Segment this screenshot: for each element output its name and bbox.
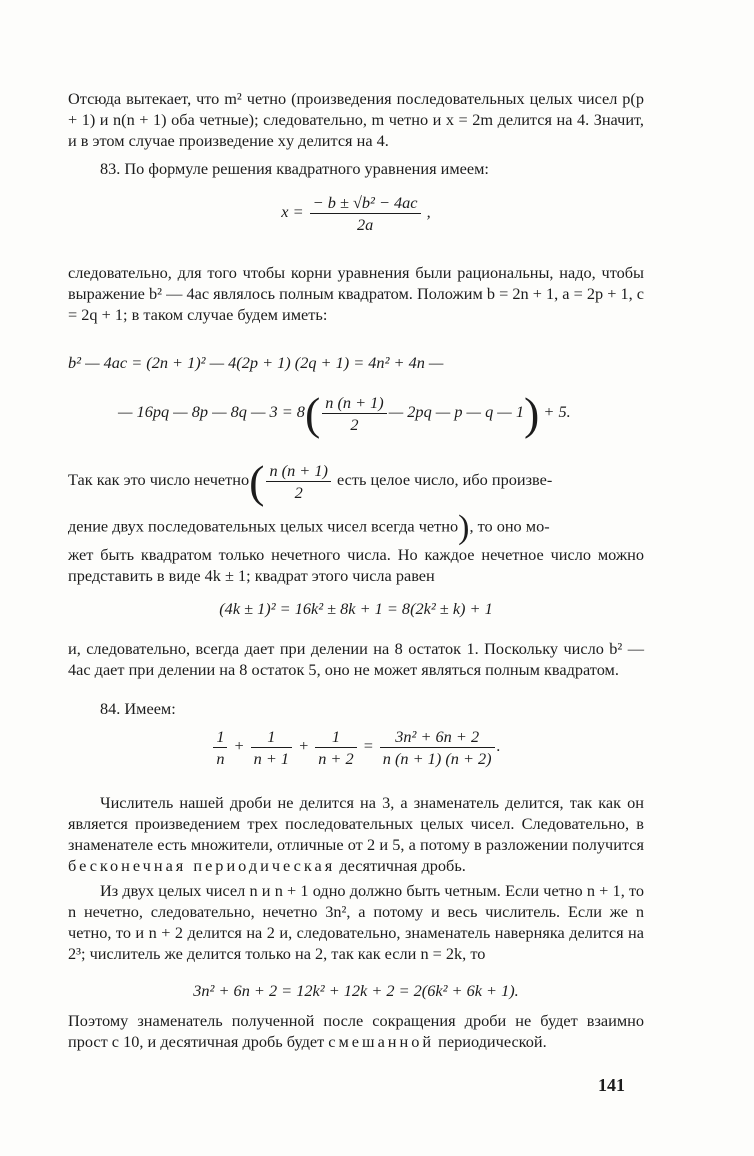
fraction-result-numerator: 3n² + 6n + 2 — [395, 727, 480, 746]
fraction-3-numerator: 1 — [331, 727, 340, 746]
fraction-2-denominator: n + 1 — [251, 747, 292, 769]
formula-quadratic-roots — [68, 192, 644, 235]
paragraph-odd-number-line2 — [68, 508, 644, 548]
right-paren-icon: ) — [458, 509, 470, 546]
formula-quadratic-lhs: x = — [281, 202, 304, 222]
equals-sign: = — [362, 736, 374, 756]
formula-numerator-expansion-text: 3n² + 6n + 2 = 12k² + 12k + 2 = 2(6k² + 6k + 1). — [193, 981, 519, 1000]
fraction-1-numerator: 1 — [216, 727, 225, 746]
paragraph-conclusion — [68, 1010, 644, 1052]
paragraph-remainder: и, следовательно, всегда дает при делении на 8 остаток 1. Поскольку число b² — 4ac дает при делении на 8 остаток 5, оно не может являться полным квадратом. — [68, 639, 644, 679]
paragraph-numerator-text-a: Числитель нашей дроби не делится на 3, а знаменатель делится, так как он является произведением трех последовательных целых чисел. Следовательно, в знаменателе есть множители, отличные от 2 и 5, а потому в разложении получится — [68, 793, 644, 854]
left-paren-icon: ( — [304, 387, 321, 439]
paragraph-numerator-not-divisible — [68, 792, 644, 876]
formula-numerator-expansion — [68, 980, 644, 1001]
plus-sign-2: + — [298, 736, 310, 756]
left-paren-icon: ( — [249, 455, 265, 507]
formula-discriminant-denominator: 2 — [322, 413, 386, 435]
paragraph-odd-post: есть целое число, ибо произве- — [336, 470, 553, 490]
paragraph-odd-rest: жет быть квадратом только нечетного числа. Но каждое нечетное число можно представить в виде 4k ± 1; квадрат этого числа равен — [68, 545, 644, 585]
right-paren-icon: ) — [523, 387, 540, 439]
formula-odd-square-text: (4k ± 1)² = 16k² ± 8k + 1 = 8(2k² ± k) + 1 — [219, 599, 493, 618]
page-number: 141 — [598, 1075, 625, 1095]
plus-sign-1: + — [233, 736, 245, 756]
formula-discriminant-post: — 2pq — p — q — 1 — [388, 402, 524, 422]
paragraph-numerator-text-b: десятичная дробь. — [335, 856, 466, 875]
formula-fraction-sum-tail: . — [496, 736, 501, 756]
paragraph-odd-line2b: , то оно мо- — [469, 516, 550, 536]
paragraph-conclusion-emphasis: смешанной — [328, 1032, 435, 1051]
paragraph-odd-fraction — [266, 460, 330, 503]
formula-discriminant-line2 — [118, 387, 648, 439]
fraction-result-denominator: n (n + 1) (n + 2) — [380, 747, 495, 769]
paragraph-even-numbers: Из двух целых чисел n и n + 1 одно должно быть четным. Если четно n + 1, то n нечетно, следовательно, нечетно 3n², а потому и весь числитель. Если же n четно, то и n + 2 делится на 2 и, следовательно, знаменатель наверняка делится на 2³; числитель же делится только на 2, так как если n = 2k, то — [68, 881, 644, 963]
fraction-result — [380, 726, 495, 769]
formula-discriminant-line1 — [68, 352, 644, 373]
formula-discriminant-tail: + 5. — [543, 402, 571, 422]
fraction-1-denominator: n — [213, 747, 227, 769]
paragraph-conclusion-text-b: периодической. — [434, 1032, 547, 1051]
paragraph-83-heading: 83. По формуле решения квадратного уравнения имеем: — [100, 159, 489, 178]
formula-quadratic-denominator: 2a — [310, 213, 421, 235]
formula-discriminant-text: b² — 4ac = (2n + 1)² — 4(2p + 1) (2q + 1) = 4n² + 4n — — [68, 353, 444, 372]
fraction-2-numerator: 1 — [267, 727, 276, 746]
paragraph-odd-pre: Так как это число нечетно — [68, 470, 250, 490]
formula-discriminant-numerator: n (n + 1) — [325, 393, 384, 412]
formula-fraction-sum — [68, 726, 644, 769]
formula-discriminant-fraction — [322, 392, 386, 435]
fraction-one-over-n-plus-1 — [251, 726, 292, 769]
paragraph-conclusion-text-a: Поэтому знаменатель полученной после сокращения дроби не будет взаимно прост с 10, и десятичная дробь будет — [68, 1011, 644, 1051]
fraction-one-over-n — [213, 726, 227, 769]
paragraph-odd-numerator: n (n + 1) — [269, 461, 328, 480]
paragraph-84-heading: 84. Имеем: — [100, 699, 176, 718]
fraction-3-denominator: n + 2 — [315, 747, 356, 769]
paragraph-odd-line2a: дение двух последовательных целых чисел всегда четно — [68, 516, 459, 536]
formula-quadratic-numerator: − b ± √b² − 4ac — [312, 193, 418, 212]
formula-quadratic-tail: , — [426, 202, 431, 222]
fraction-one-over-n-plus-2 — [315, 726, 356, 769]
paragraph-numerator-emphasis: бесконечная периодическая — [68, 856, 336, 875]
formula-discriminant-pre: — 16pq — 8p — 8q — 3 = 8 — [118, 402, 305, 422]
formula-odd-square — [68, 598, 644, 619]
paragraph-odd-number-line1 — [68, 455, 644, 507]
paragraph-rational-roots: следовательно, для того чтобы корни уравнения были рациональны, надо, чтобы выражение b² — 4ac являлось полным квадратом. Положим b = 2n + 1, a = 2p + 1, c = 2q + 1; в таком случае будем иметь: — [68, 263, 644, 324]
formula-quadratic-fraction — [310, 192, 421, 235]
paragraph-intro: Отсюда вытекает, что m² четно (произведения последовательных целых чисел p(p + 1) и n(n + 1) оба четные); следовательно, m четно и x = 2m делится на 4. Значит, и в этом случае произведение xy делится на 4. — [68, 89, 644, 150]
paragraph-odd-denominator: 2 — [266, 481, 330, 503]
